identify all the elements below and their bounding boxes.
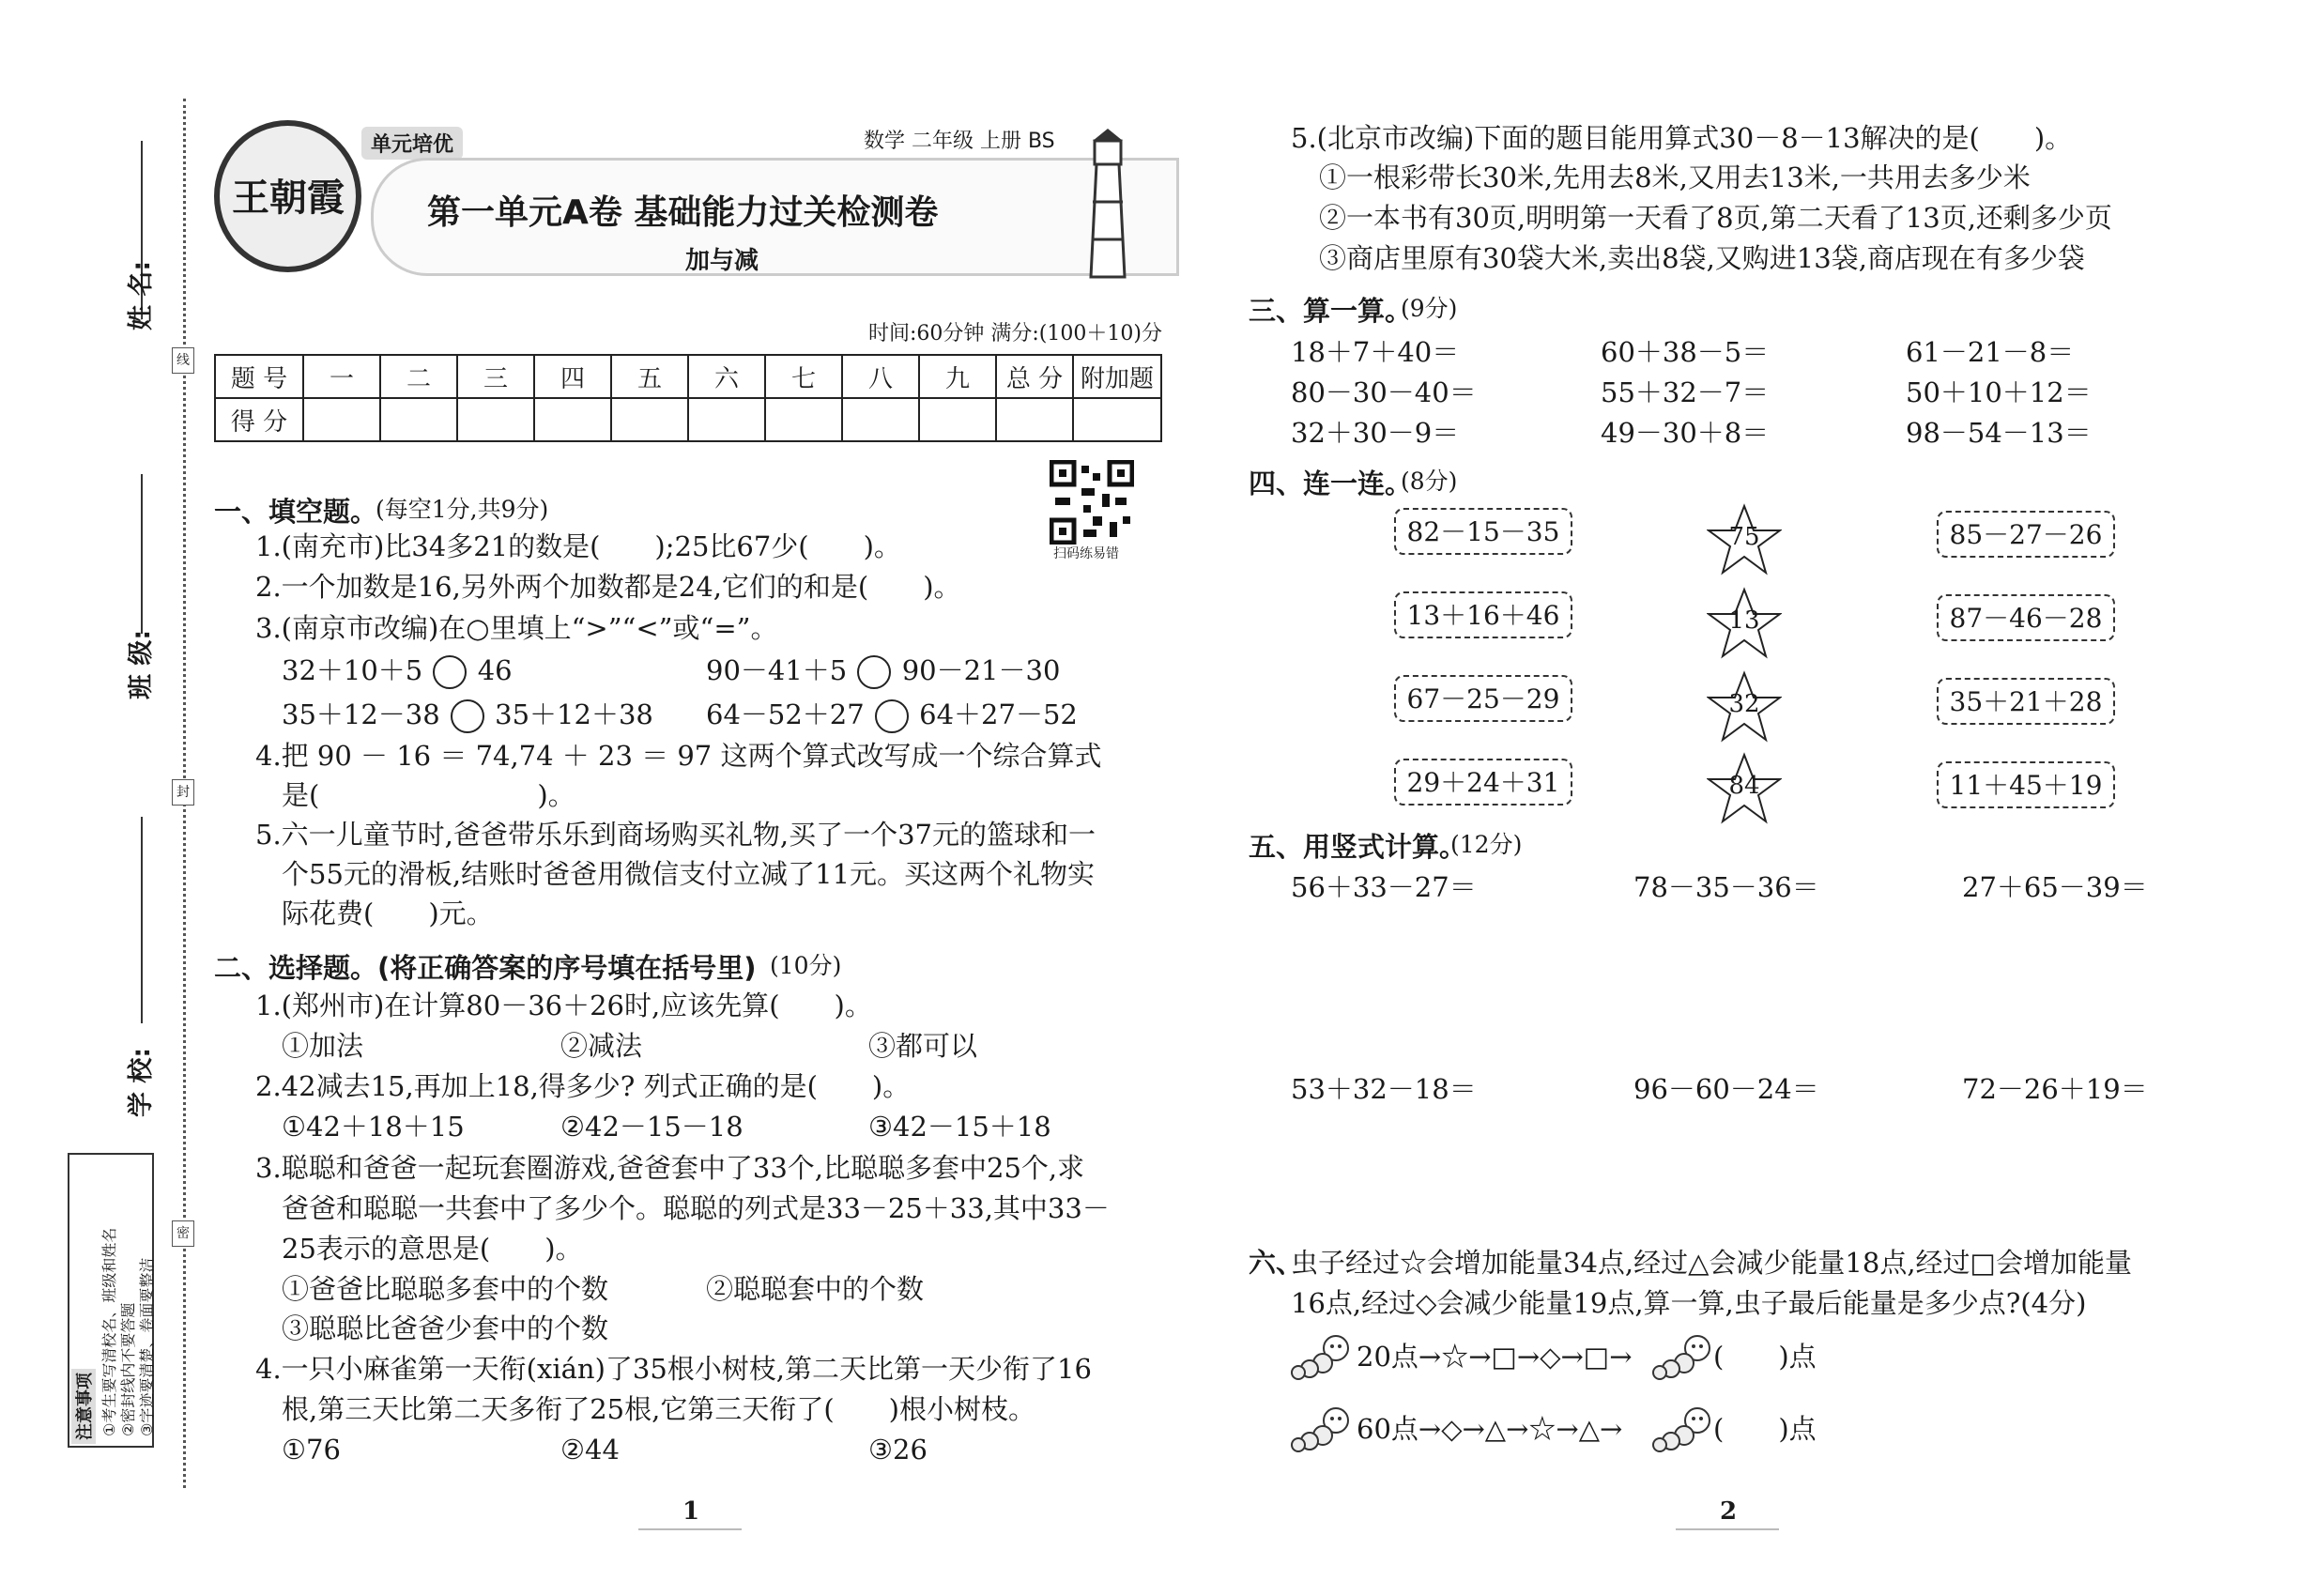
section1-note: (每空1分,共9分) — [376, 496, 549, 523]
class-line — [141, 474, 143, 634]
seal-mark-seal: 封 — [172, 779, 194, 806]
s1-q5-line2: 个55元的滑板,结账时爸爸用微信支付立减了11元。买这两个礼物实 — [282, 858, 1096, 890]
qr-code-icon[interactable] — [1050, 460, 1134, 545]
s2-q3-opt2: ②聪聪套中的个数 — [706, 1273, 925, 1305]
score-input-cell[interactable] — [611, 398, 688, 441]
compare-circle[interactable] — [451, 699, 484, 733]
score-input-cell[interactable] — [842, 398, 919, 441]
vertical-calc-item: 27＋65－39＝ — [1962, 871, 2148, 903]
compare-circle[interactable] — [433, 655, 467, 689]
s2-q3-opt3: ③聪聪比爸爸少套中的个数 — [282, 1312, 609, 1344]
score-cell: 九 — [919, 355, 996, 398]
star-number[interactable]: 13 — [1707, 586, 1782, 661]
score-cell: 一 — [303, 355, 380, 398]
series-tag: 单元培优 — [361, 127, 463, 160]
score-input-cell[interactable] — [688, 398, 765, 441]
caterpillar-icon — [1652, 1404, 1713, 1455]
s1-q3: 3.(南京市改编)在○里填上“>”“<”或“=”。 — [255, 612, 778, 644]
qr-caption: 扫码练易错 — [1053, 546, 1119, 561]
section4-note: (8分) — [1401, 468, 1458, 495]
page-subtitle: 加与减 — [685, 247, 759, 275]
s2-q5-opt3: ③商店里原有30袋大米,卖出8袋,又购进13袋,商店现在有多少袋 — [1319, 242, 2085, 274]
page-number-left: 1 — [682, 1497, 700, 1526]
page-title: 第一单元A卷 基础能力过关检测卷 — [427, 193, 939, 232]
class-label: 班 级: — [127, 629, 156, 699]
s1-q4-line1: 4.把 90 － 16 ＝ 74,74 ＋ 23 ＝ 97 这两个算式改写成一个综合算式 — [255, 740, 1102, 772]
section2-note: (10分) — [770, 952, 842, 979]
score-cell: 二 — [380, 355, 457, 398]
calc-item: 80－30－40＝ — [1291, 376, 1477, 408]
right-expression[interactable]: 35＋21＋28 — [1937, 678, 2115, 725]
vertical-calc-item: 56＋33－27＝ — [1291, 871, 1477, 903]
name-label: 姓 名: — [127, 260, 156, 330]
notice-box — [68, 1153, 154, 1448]
s2-q3-opt1: ①爸爸比聪聪多套中的个数 — [282, 1273, 609, 1305]
score-input-cell[interactable] — [1073, 398, 1161, 441]
right-expression[interactable]: 87－46－28 — [1937, 594, 2115, 641]
vertical-calc-item: 53＋32－18＝ — [1291, 1073, 1477, 1105]
lighthouse-icon — [1080, 127, 1136, 282]
score-value-row — [215, 398, 1161, 441]
s2-q2-opt2: ②42－15－18 — [560, 1111, 744, 1143]
section2-title: 二、选择题。(将正确答案的序号填在括号里) — [214, 952, 757, 984]
compare-row-2b: 64－52＋27 64＋27－52 — [706, 698, 1078, 733]
answer-blank-2[interactable]: ( )点 — [1713, 1413, 1817, 1445]
s2-q1-opt3: ③都可以 — [868, 1030, 978, 1062]
section3-title: 三、算一算。 — [1249, 295, 1413, 327]
score-cell: 七 — [765, 355, 842, 398]
compare-circle[interactable] — [857, 655, 891, 689]
school-line — [141, 817, 143, 1023]
right-expression[interactable]: 11＋45＋19 — [1937, 761, 2115, 808]
section3-note: (9分) — [1401, 295, 1458, 322]
left-expression[interactable]: 13＋16＋46 — [1394, 591, 1572, 638]
s2-q3-line1: 3.聪聪和爸爸一起玩套圈游戏,爸爸套中了33个,比聪聪多套中25个,求 — [255, 1152, 1085, 1184]
left-expression[interactable]: 82－15－35 — [1394, 508, 1572, 555]
compare-row-1a: 32＋10＋5 46 — [282, 654, 513, 689]
star-number[interactable]: 84 — [1707, 751, 1782, 826]
score-cell: 附加题 — [1073, 355, 1161, 398]
compare-circle[interactable] — [875, 699, 909, 733]
section4-title: 四、连一连。 — [1249, 468, 1413, 499]
calc-item: 49－30＋8＝ — [1601, 417, 1770, 449]
score-cell: 四 — [534, 355, 611, 398]
calc-item: 60＋38－5＝ — [1601, 336, 1770, 368]
score-input-cell[interactable] — [919, 398, 996, 441]
s1-q4-line2: 是( )。 — [282, 779, 575, 811]
notice-1: ①考生要写清校名、班级和姓名 — [100, 1227, 118, 1436]
score-header-row — [215, 355, 1161, 398]
s2-q5-opt2: ②一本书有30页,明明第一天看了8页,第二天看了13页,还剩多少页 — [1319, 202, 2112, 234]
s2-q4-opt3: ③26 — [868, 1434, 928, 1466]
right-expression[interactable]: 85－27－26 — [1937, 511, 2115, 558]
answer-blank-1[interactable]: ( )点 — [1713, 1341, 1817, 1373]
notice-title: 注意事项 — [71, 1369, 96, 1444]
s2-q5-opt1: ①一根彩带长30米,先用去8米,又用去13米,一共用去多少米 — [1319, 161, 2031, 193]
section5-note: (12分) — [1450, 831, 1523, 858]
star-number[interactable]: 75 — [1707, 502, 1782, 577]
score-input-cell[interactable] — [457, 398, 534, 441]
s2-q4-line1: 4.一只小麻雀第一天衔(xián)了35根小树枝,第二天比第一天少衔了16 — [255, 1353, 1092, 1385]
section1-title: 一、填空题。 — [214, 496, 378, 528]
score-input-cell[interactable] — [303, 398, 380, 441]
star-number[interactable]: 32 — [1707, 669, 1782, 744]
s2-q2-opt3: ③42－15＋18 — [868, 1111, 1051, 1143]
s2-q1-opt2: ②减法 — [560, 1030, 643, 1062]
score-cell: 题 号 — [215, 355, 303, 398]
score-row-label: 得 分 — [215, 398, 303, 441]
vertical-calc-item: 72－26＋19＝ — [1962, 1073, 2148, 1105]
s1-q5-line3: 际花费( )元。 — [282, 898, 494, 929]
left-expression[interactable]: 67－25－29 — [1394, 675, 1572, 722]
time-score: 时间:60分钟 满分:(100＋10)分 — [868, 322, 1162, 345]
vertical-calc-item: 96－60－24＝ — [1633, 1073, 1819, 1105]
notice-2: ②密封线内不要答题 — [119, 1302, 137, 1436]
caterpillar-icon — [1291, 1404, 1352, 1455]
calc-item: 18＋7＋40＝ — [1291, 336, 1460, 368]
score-cell: 六 — [688, 355, 765, 398]
notice-3: ③字迹要清楚、卷面要整洁 — [138, 1257, 156, 1436]
s1-q2: 2.一个加数是16,另外两个加数都是24,它们的和是( )。 — [255, 571, 961, 603]
section6-title: 六、 — [1249, 1247, 1304, 1279]
s2-q3-line3: 25表示的意思是( )。 — [282, 1233, 583, 1265]
score-cell: 五 — [611, 355, 688, 398]
vertical-calc-item: 78－35－36＝ — [1633, 871, 1819, 903]
s2-q2: 2.42减去15,再加上18,得多少? 列式正确的是( )。 — [255, 1070, 911, 1102]
s2-q4-line2: 根,第三天比第二天多衔了25根,它第三天衔了( )根小树枝。 — [282, 1393, 1035, 1425]
compare-row-1b: 90－41＋5 90－21－30 — [706, 654, 1060, 689]
school-label: 学 校: — [127, 1047, 156, 1117]
page-divider-left — [638, 1528, 742, 1530]
s1-q1: 1.(南充市)比34多21的数是( );25比67少( )。 — [255, 530, 901, 562]
score-input-cell[interactable] — [765, 398, 842, 441]
calc-item: 61－21－8＝ — [1906, 336, 2075, 368]
seal-mark-line: 线 — [172, 347, 194, 374]
s6-line1: 虫子经过☆会增加能量34点,经过△会减少能量18点,经过□会增加能量 — [1291, 1247, 2132, 1279]
page-divider-right — [1676, 1528, 1779, 1530]
s2-q1: 1.(郑州市)在计算80－36＋26时,应该先算( )。 — [255, 990, 872, 1021]
score-input-cell[interactable] — [380, 398, 457, 441]
score-table — [214, 354, 1162, 442]
compare-row-2a: 35＋12－38 35＋12＋38 — [282, 698, 653, 733]
subject-line: 数学 二年级 上册 BS — [864, 130, 1055, 153]
caterpillar-icon — [1652, 1331, 1713, 1383]
score-input-cell[interactable] — [534, 398, 611, 441]
s2-q2-opt1: ①42＋18＋15 — [282, 1111, 465, 1143]
calc-item: 55＋32－7＝ — [1601, 376, 1770, 408]
calc-item: 98－54－13＝ — [1906, 417, 2092, 449]
section5-title: 五、用竖式计算。 — [1249, 831, 1467, 863]
s2-q4-opt1: ①76 — [282, 1434, 341, 1466]
score-cell: 三 — [457, 355, 534, 398]
seal-mark-secret: 密 — [172, 1220, 194, 1247]
s6-line2: 16点,经过◇会减少能量19点,算一算,虫子最后能量是多少点?(4分) — [1291, 1287, 2087, 1319]
left-expression[interactable]: 29＋24＋31 — [1394, 759, 1572, 806]
score-input-cell[interactable] — [996, 398, 1073, 441]
brand-logo: 王朝霞 — [214, 120, 361, 272]
s2-q3-line2: 爸爸和聪聪一共套中了多少个。聪聪的列式是33－25＋33,其中33－ — [282, 1192, 1110, 1224]
calc-item: 50＋10＋12＝ — [1906, 376, 2092, 408]
s1-q5-line1: 5.六一儿童节时,爸爸带乐乐到商场购买礼物,买了一个37元的篮球和一 — [255, 819, 1096, 851]
s2-q4-opt2: ②44 — [560, 1434, 620, 1466]
page-number-right: 2 — [1720, 1497, 1738, 1526]
score-cell: 八 — [842, 355, 919, 398]
energy-chain-2: 60点→◇→△→☆→△→ — [1357, 1413, 1623, 1445]
s2-q5: 5.(北京市改编)下面的题目能用算式30－8－13解决的是( )。 — [1291, 122, 2073, 154]
energy-chain-1: 20点→☆→□→◇→□→ — [1357, 1341, 1633, 1373]
caterpillar-icon — [1291, 1331, 1352, 1383]
calc-item: 32＋30－9＝ — [1291, 417, 1460, 449]
s2-q1-opt1: ①加法 — [282, 1030, 364, 1062]
score-cell: 总 分 — [996, 355, 1073, 398]
